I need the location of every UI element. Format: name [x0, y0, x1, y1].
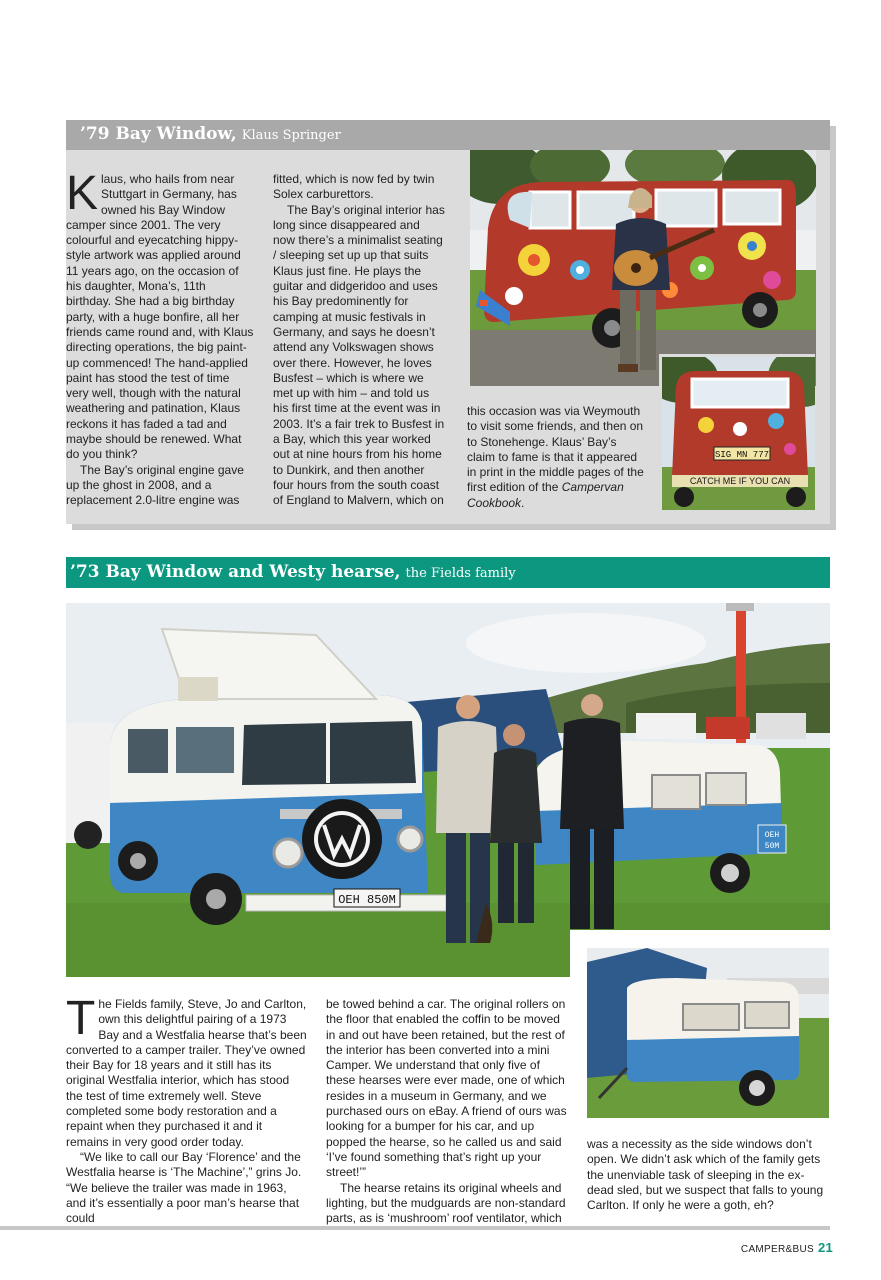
paragraph: he Fields family, Steve, Jo and Carlton, own this delightful pairing of a 1973 Bay and a Westfalia hearse that’s been converted to a camper trailer. They’ve owned their Bay for 18 years and it still has its original Westfalia interior, which has stood the test of time extremely well. Steve completed some body restoration and a repaint when they purchased it and it remains in very good order today.	[66, 997, 307, 1149]
article-column-3: this occasion was via Weymouth to visit some friends, and then on to Stonehenge. Klaus’ Bay’s claim to fame is that it appeared in print in the middle pages of the first edition of the Campervan Cookbook.	[467, 404, 644, 510]
paragraph: The Bay’s original engine gave up the ghost in 2008, and a replacement 2.0-litre engine was	[66, 462, 244, 508]
magazine-name: CAMPER&BUS	[740, 1244, 814, 1255]
bus-plate: OEH 850M	[338, 893, 396, 907]
photo-klaus-hippy-bay	[470, 150, 816, 386]
paragraph: laus, who hails from near Stuttgart in Germany, has owned his Bay Window camper since 2001. The very colourful and eyecatching hippy-style artwork was applied around 11 years ago, on the occasion of his daughter, Mona’s, 11th birthday. She had a big birthday party, with a huge bonfire, all her friends came round and, with Klaus directing operations, the big paint-up commenced! The hand-applied paint has stood the test of time very well, though with the natural weathering and patination, Klaus reckons it has faded a tad and maybe should be renewed. What do you think?	[66, 172, 254, 462]
article-column-1	[66, 992, 308, 1226]
book-title: Campervan Cookbook	[467, 480, 624, 510]
drop-cap: K	[66, 167, 99, 220]
page-footer	[741, 1240, 833, 1255]
article-column-2	[326, 997, 570, 1226]
article-column-1	[66, 167, 254, 509]
rear-plate: SIG MN 777	[714, 450, 770, 460]
page-number: 21	[817, 1240, 833, 1255]
section-subtitle: Klaus Springer	[241, 128, 341, 143]
paragraph: fitted, which is now fed by twin Solex carburettors.	[273, 172, 435, 202]
section-header-fields	[66, 557, 830, 588]
trailer-plate-line-1: OEH	[764, 831, 780, 840]
trailer-plate-line-2: 50M	[764, 842, 780, 851]
photo-klaus-bay-rear	[659, 354, 815, 510]
rear-slogan: CATCH ME IF YOU CAN	[689, 476, 791, 486]
paragraph: this occasion was via Weymouth to visit some friends, and then on to Stonehenge. Klaus’ Bay’s claim to fame is that it appeared in print in the middle pages of the first edition of the	[467, 404, 644, 495]
photo-fields-bay-and-hearse	[66, 603, 830, 977]
paragraph: The Bay’s original interior has long since disappeared and now there’s a minimalist seating / sleeping set up up that suits Klaus just fine. He plays the guitar and didgeridoo and uses his Bay predominently for camping at music festivals in Germany, and says he doesn’t attend any Volkswagen shows over there. However, he loves Busfest – which is where we met up with him – and told us his first time at the event was in 2003. It’s a fair trek to Busfest in a Bay, which this year worked out at nine hours from his home to Dunkirk, and then another four hours from the south coast of England to Malvern, which on	[273, 202, 445, 508]
section-title: ’79 Bay Window,	[80, 124, 237, 144]
photo-hearse-trailer	[570, 930, 836, 1122]
section-header-klaus	[66, 120, 830, 150]
paragraph: “We like to call our Bay ‘Florence’ and the Westfalia hearse is ‘The Machine’,” grins Jo. “We believe the trailer was made in 1963, and it’s essentially a poor man’s hearse that could	[66, 1149, 302, 1226]
footer-rule	[0, 1226, 830, 1230]
paragraph: The hearse retains its original wheels and lighting, but the mudguards are non-standard parts, as is ‘mushroom’ roof ventilator, which	[326, 1180, 566, 1226]
drop-cap: T	[66, 992, 96, 1045]
article-column-3	[587, 1137, 825, 1213]
paragraph: was a necessity as the side windows don’t open. We didn’t ask which of the family gets the unenviable task of sleeping in the ex-dead sled, but we suspect that falls to young Carlton. If only he were a goth, eh?	[587, 1137, 824, 1213]
paragraph: be towed behind a car. The original rollers on the floor that enabled the coffin to be moved in and out have been retained, but the rest of the interior has been converted into a mini Camper. We understand that only five of these hearses were ever made, one of which resides in a museum in Germany, and we purchased ours on eBay. A friend of ours was looking for a bumper for his car, and up popped the hearse, so he called us and said ‘I’ve found something that’s right up your street!’”	[326, 997, 567, 1180]
section-subtitle: the Fields family	[405, 566, 516, 581]
section-title: ’73 Bay Window and Westy hearse,	[70, 562, 401, 582]
article-column-2	[273, 172, 445, 509]
